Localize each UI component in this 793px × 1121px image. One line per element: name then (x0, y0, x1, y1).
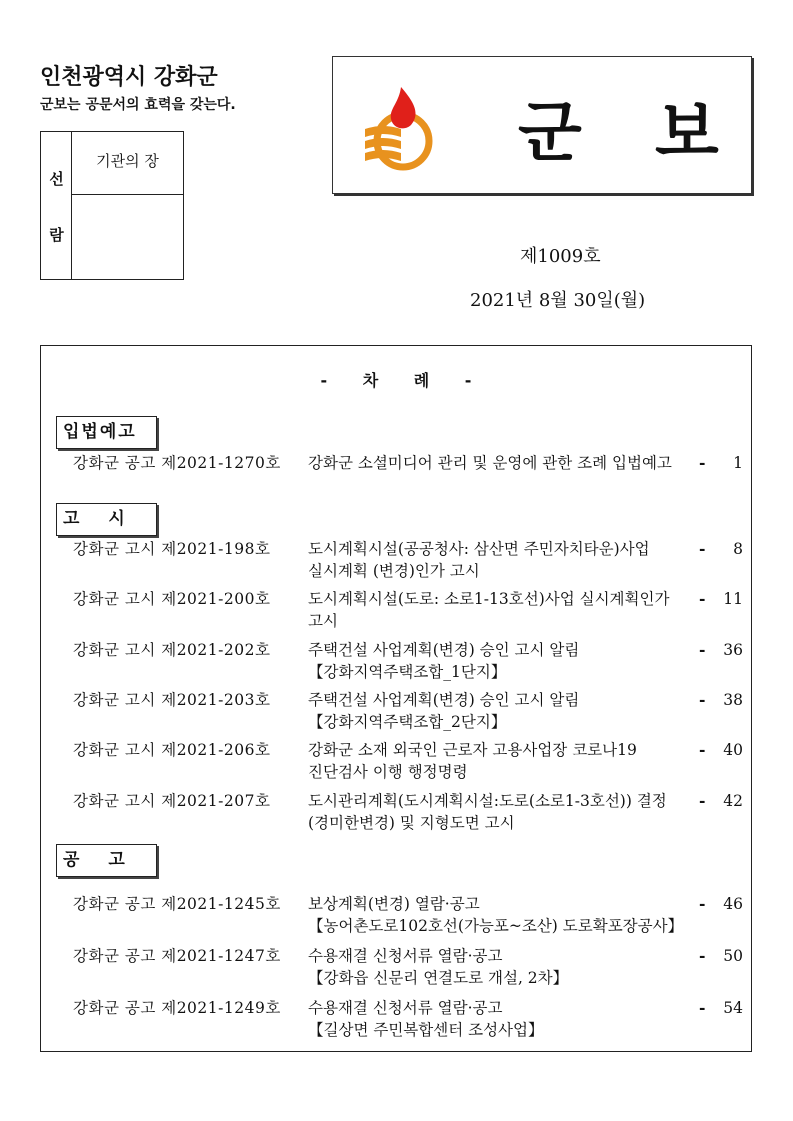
entry-subtitle: 【강화지역주택조합_1단지】 (308, 663, 507, 681)
notice-id: 강화군 고시 제2021-198호 (73, 540, 271, 558)
entry-title: 수용재결 신청서류 열람·공고 (308, 947, 503, 965)
entry-title: 도시계획시설(도로: 소로1-13호선)사업 실시계획인가 (308, 590, 670, 608)
leader-dash: - (699, 589, 706, 608)
entry-subtitle: 【강화읍 신문리 연결도로 개설, 2차】 (308, 969, 569, 987)
leader-dash: - (699, 894, 706, 913)
entry-title: 강화군 소재 외국인 근로자 고용사업장 코로나19 (308, 741, 637, 759)
page-number: 46 (723, 895, 743, 913)
notice-id: 강화군 고시 제2021-202호 (73, 641, 271, 659)
entry-subtitle: (경미한변경) 및 지형도면 고시 (308, 814, 515, 832)
page-number: 40 (723, 741, 743, 759)
issue-date: 2021년 8월 30일(월) (470, 290, 646, 311)
page-number: 36 (723, 641, 743, 659)
notice-id: 강화군 고시 제2021-207호 (73, 792, 271, 810)
leader-dash: - (699, 690, 706, 709)
page-number: 42 (723, 792, 743, 810)
leader-dash: - (699, 640, 706, 659)
leader-dash: - (699, 539, 706, 558)
entry-subtitle: 실시계획 (변경)인가 고시 (308, 562, 480, 580)
entry-title: 도시계획시설(공공청사: 삼산면 주민자치타운)사업 (308, 540, 650, 558)
toc-title: - 차 례 - (320, 371, 472, 390)
page-number: 54 (723, 999, 743, 1017)
review-header: 기관의 장 (72, 132, 183, 195)
entry-title: 주택건설 사업계획(변경) 승인 고시 알림 (308, 691, 580, 709)
entry-subtitle: 고시 (308, 612, 338, 630)
notice-id: 강화군 공고 제2021-1249호 (73, 999, 281, 1017)
section-header: 입법예고 (56, 416, 157, 449)
section-header: 공 고 (56, 844, 157, 877)
notice-id: 강화군 공고 제2021-1247호 (73, 947, 281, 965)
leader-dash: - (699, 453, 706, 472)
entry-title: 수용재결 신청서류 열람·공고 (308, 999, 503, 1017)
entry-subtitle: 【농어촌도로102호선(가능포~조산) 도로확포장공사】 (308, 917, 684, 935)
notice-id: 강화군 공고 제2021-1245호 (73, 895, 281, 913)
title-char: 군 (518, 94, 582, 171)
entry-title: 주택건설 사업계획(변경) 승인 고시 알림 (308, 641, 580, 659)
entry-subtitle: 진단검사 이행 행정명령 (308, 763, 468, 781)
entry-subtitle: 【길상면 주민복합센터 조성사업】 (308, 1021, 544, 1039)
table-of-contents (40, 345, 752, 1052)
motto: 군보는 공문서의 효력을 갖는다. (40, 97, 236, 113)
organization-name: 인천광역시 강화군 (40, 65, 218, 90)
logo-icon (361, 83, 441, 173)
leader-dash: - (699, 998, 706, 1017)
review-label: 람 (49, 226, 64, 244)
section-header: 고 시 (56, 503, 157, 536)
review-box (40, 131, 184, 280)
page-number: 11 (723, 590, 743, 608)
entry-title: 강화군 소셜미디어 관리 및 운영에 관한 조례 입법예고 (308, 454, 672, 472)
title-char: 보 (655, 94, 719, 171)
notice-id: 강화군 고시 제2021-206호 (73, 741, 271, 759)
entry-subtitle: 【강화지역주택조합_2단지】 (308, 713, 507, 731)
leader-dash: - (699, 791, 706, 810)
page-number: 50 (723, 947, 743, 965)
notice-id: 강화군 고시 제2021-200호 (73, 590, 271, 608)
masthead (332, 56, 752, 194)
notice-id: 강화군 고시 제2021-203호 (73, 691, 271, 709)
notice-id: 강화군 공고 제2021-1270호 (73, 454, 281, 472)
issue-number: 제1009호 (520, 246, 601, 267)
entry-title: 보상계획(변경) 열람·공고 (308, 895, 480, 913)
leader-dash: - (699, 740, 706, 759)
page-number: 1 (733, 454, 743, 472)
page-number: 8 (733, 540, 743, 558)
review-label: 선 (49, 170, 64, 188)
page-number: 38 (723, 691, 743, 709)
leader-dash: - (699, 946, 706, 965)
entry-title: 도시관리계획(도시계획시설:도로(소로1-3호선)) 결정 (308, 792, 667, 810)
